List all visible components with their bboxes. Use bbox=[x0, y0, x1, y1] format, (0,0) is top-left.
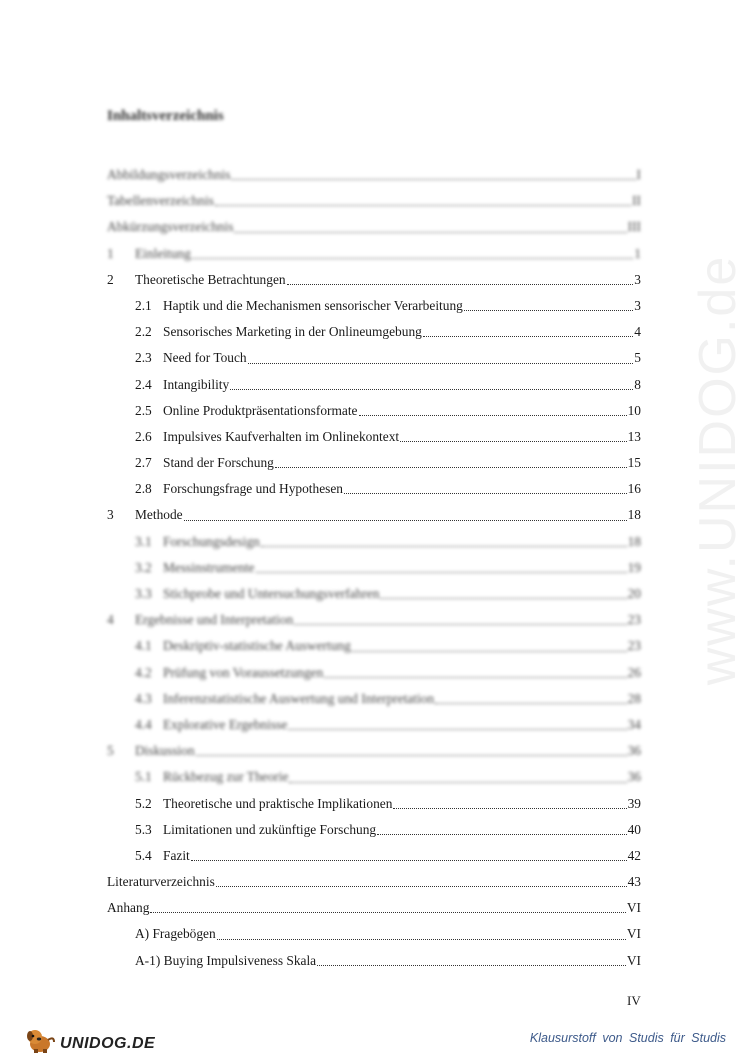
toc-entry-number: 1 bbox=[107, 245, 114, 261]
toc-entry-page: 18 bbox=[627, 533, 641, 549]
toc-dot-leader bbox=[359, 415, 627, 416]
toc-entry-title: Forschungsdesign bbox=[163, 533, 260, 549]
toc-entry-number: 2.3 bbox=[135, 350, 152, 366]
toc-entry-number: 4.2 bbox=[135, 664, 152, 680]
toc-entry-title: Explorative Ergebnisse bbox=[163, 716, 288, 732]
toc-entry[interactable] bbox=[107, 214, 641, 240]
toc-entry[interactable] bbox=[107, 738, 641, 764]
toc-entry-title: Rückbezug zur Theorie bbox=[163, 769, 289, 785]
toc-entry[interactable] bbox=[107, 581, 641, 607]
toc-entry[interactable] bbox=[107, 712, 641, 738]
toc-entry-number: 5 bbox=[107, 743, 114, 759]
toc-dot-leader bbox=[184, 520, 627, 521]
toc-entry-title: Forschungsfrage und Hypothesen bbox=[163, 481, 343, 497]
toc-entry[interactable] bbox=[107, 817, 641, 843]
toc-entry-number: 2.4 bbox=[135, 376, 152, 392]
toc-entry-page: 34 bbox=[627, 716, 641, 732]
toc-entry-title: Abbildungsverzeichnis bbox=[107, 167, 231, 182]
toc-entry[interactable] bbox=[107, 398, 641, 424]
toc-entry[interactable] bbox=[107, 948, 641, 974]
toc-entry[interactable] bbox=[107, 188, 641, 214]
toc-entry-page: 28 bbox=[627, 690, 641, 706]
toc-entry-page: III bbox=[627, 219, 641, 235]
toc-entry[interactable] bbox=[107, 607, 641, 633]
toc-entry-page: 15 bbox=[627, 455, 641, 471]
toc-entry[interactable] bbox=[107, 791, 641, 817]
toc-dot-leader bbox=[400, 441, 626, 442]
toc-entry-title: A-1) Buying Impulsiveness Skala bbox=[135, 952, 317, 968]
toc-entry[interactable] bbox=[107, 450, 641, 476]
toc-entry-title: Limitationen und zukünftige Forschung bbox=[163, 821, 377, 837]
footer-tagline: Klausurstoff von Studis für Studis bbox=[529, 1031, 726, 1045]
toc-entry[interactable] bbox=[107, 319, 641, 345]
toc-entry-title: Abkürzungsverzeichnis bbox=[107, 219, 234, 235]
toc-entry-number: 2.6 bbox=[135, 428, 152, 444]
toc-dot-leader bbox=[289, 782, 626, 783]
toc-dot-leader bbox=[344, 493, 627, 494]
toc-entry-page: 3 bbox=[634, 271, 641, 287]
toc-entry-page: 36 bbox=[627, 743, 641, 759]
toc-entry-page: 5 bbox=[634, 350, 641, 366]
toc-dot-leader bbox=[248, 363, 634, 364]
footer bbox=[0, 1018, 750, 1059]
toc-dot-leader bbox=[393, 808, 626, 809]
page-number: IV bbox=[627, 993, 641, 1008]
toc-dot-leader bbox=[377, 834, 627, 835]
toc-entry-number: 3.3 bbox=[135, 586, 152, 601]
toc-entry-title: Online Produktpräsentationsformate bbox=[163, 402, 358, 418]
toc-entry-title: Sensorisches Marketing in der Onlineumgebung bbox=[163, 324, 422, 340]
toc-entry[interactable] bbox=[107, 502, 641, 528]
toc-entry-number: 4 bbox=[107, 612, 114, 628]
toc-dot-leader bbox=[435, 703, 627, 704]
toc-entry-page: 26 bbox=[627, 664, 641, 680]
toc-entry-number: 5.2 bbox=[135, 795, 152, 811]
toc-entry[interactable] bbox=[107, 241, 641, 267]
toc-entry-title: Einleitung bbox=[135, 245, 191, 261]
dog-icon bbox=[26, 1028, 56, 1059]
toc-entry-title: Prüfung von Voraussetzungen bbox=[163, 664, 324, 680]
toc-entry-page: VI bbox=[626, 952, 641, 968]
toc-entry[interactable] bbox=[107, 476, 641, 502]
toc-entry-title: Theoretische Betrachtungen bbox=[135, 271, 286, 287]
toc-entry-number: 3.1 bbox=[135, 533, 152, 549]
toc-entry-page: 42 bbox=[627, 847, 641, 863]
toc-dot-leader bbox=[324, 677, 626, 678]
toc-entry-number: 4.1 bbox=[135, 638, 152, 654]
toc-entry[interactable] bbox=[107, 921, 641, 947]
toc-entry[interactable] bbox=[107, 162, 641, 188]
toc-entry[interactable] bbox=[107, 843, 641, 869]
toc-entry-page: 8 bbox=[634, 376, 641, 392]
toc-entry-page: 10 bbox=[627, 402, 641, 418]
toc-entry[interactable] bbox=[107, 555, 641, 581]
toc-entry-title: Stichprobe und Untersuchungsverfahren bbox=[163, 586, 380, 601]
toc-entry-page: 39 bbox=[627, 795, 641, 811]
toc-dot-leader bbox=[191, 860, 627, 861]
toc-dot-leader bbox=[352, 651, 627, 652]
toc-entry-page: 20 bbox=[627, 586, 641, 601]
toc-entry-title: Need for Touch bbox=[163, 350, 247, 366]
toc-entry-title: Anhang bbox=[107, 900, 150, 916]
toc-entry-page: II bbox=[632, 193, 641, 209]
toc-entry-page: 18 bbox=[627, 507, 641, 523]
toc-entry-number: 4.3 bbox=[135, 690, 152, 706]
toc-entry[interactable] bbox=[107, 869, 641, 895]
toc-dot-leader bbox=[234, 232, 626, 233]
toc-dot-leader bbox=[196, 755, 627, 756]
toc-entry[interactable] bbox=[107, 267, 641, 293]
toc-entry-number: 3.2 bbox=[135, 559, 152, 575]
toc-heading: Inhaltsverzeichnis bbox=[107, 108, 224, 124]
toc-dot-leader bbox=[192, 258, 634, 259]
toc-entry-title: A) Fragebögen bbox=[135, 926, 216, 942]
toc-entry-title: Stand der Forschung bbox=[163, 455, 274, 471]
toc-entry-number: 2.2 bbox=[135, 324, 152, 340]
toc-entry-title: Ergebnisse und Interpretation bbox=[135, 612, 294, 628]
toc-entry-page: 36 bbox=[627, 769, 641, 785]
toc-dot-leader bbox=[231, 179, 635, 180]
toc-entry-title: Inferenzstatistische Auswertung und Interpretation bbox=[163, 690, 435, 706]
toc-dot-leader bbox=[287, 284, 634, 285]
toc-entry[interactable] bbox=[107, 345, 641, 371]
toc-entry-page: 13 bbox=[627, 428, 641, 444]
toc-entry-number: 4.4 bbox=[135, 716, 152, 732]
toc-entry-page: 1 bbox=[634, 245, 641, 261]
toc-entry-page: 43 bbox=[627, 874, 641, 890]
toc-entry-title: Haptik und die Mechanismen sensorischer Verarbeitung bbox=[163, 297, 463, 313]
toc-entry-number: 5.4 bbox=[135, 847, 152, 863]
toc-entry[interactable] bbox=[107, 686, 641, 712]
toc-entry-page: 23 bbox=[627, 612, 641, 628]
toc-entry-page: 4 bbox=[634, 324, 641, 340]
toc-entry-page: 16 bbox=[627, 481, 641, 497]
toc-entry-page: 23 bbox=[627, 638, 641, 654]
toc-dot-leader bbox=[215, 205, 631, 206]
logo-text: UNIDOG.DE bbox=[60, 1034, 156, 1052]
toc-entry-page: 40 bbox=[627, 821, 641, 837]
toc-entry-number: 2.5 bbox=[135, 402, 152, 418]
toc-dot-leader bbox=[256, 572, 627, 573]
toc-entry-title: Messinstrumente bbox=[163, 559, 255, 575]
toc-dot-leader bbox=[423, 336, 633, 337]
toc-dot-leader bbox=[261, 546, 627, 547]
toc-entry-page: VI bbox=[626, 900, 641, 916]
toc-entry-page: 3 bbox=[634, 297, 641, 313]
toc-entry-number: 5.1 bbox=[135, 769, 152, 785]
toc-dot-leader bbox=[150, 912, 625, 913]
toc-dot-leader bbox=[380, 598, 626, 599]
toc-entry[interactable] bbox=[107, 424, 641, 450]
unidog-logo[interactable] bbox=[26, 1028, 155, 1059]
watermark: www.UNIDOG.de bbox=[689, 254, 747, 686]
toc-entry[interactable] bbox=[107, 529, 641, 555]
table-of-contents bbox=[107, 162, 641, 974]
toc-entry-number: 5.3 bbox=[135, 821, 152, 837]
toc-entry-page: VI bbox=[626, 926, 641, 942]
toc-entry-title: Fazit bbox=[163, 847, 190, 863]
toc-entry-title: Tabellenverzeichnis bbox=[107, 193, 214, 209]
toc-entry-page: I bbox=[636, 167, 641, 182]
toc-entry[interactable] bbox=[107, 633, 641, 659]
toc-entry[interactable] bbox=[107, 293, 641, 319]
toc-entry-title: Literaturverzeichnis bbox=[107, 874, 215, 890]
toc-entry-page: 19 bbox=[627, 559, 641, 575]
toc-dot-leader bbox=[294, 624, 626, 625]
toc-entry-number: 3 bbox=[107, 507, 114, 523]
toc-entry[interactable] bbox=[107, 372, 641, 398]
toc-entry[interactable] bbox=[107, 764, 641, 790]
toc-dot-leader bbox=[317, 965, 626, 966]
toc-entry-title: Impulsives Kaufverhalten im Onlinekontext bbox=[163, 428, 400, 444]
toc-entry-title: Diskussion bbox=[135, 743, 195, 759]
toc-entry[interactable] bbox=[107, 660, 641, 686]
toc-entry-number: 2.8 bbox=[135, 481, 152, 497]
toc-entry-title: Theoretische und praktische Implikationen bbox=[163, 795, 393, 811]
toc-entry-number: 2.7 bbox=[135, 455, 152, 471]
toc-dot-leader bbox=[288, 729, 626, 730]
toc-dot-leader bbox=[464, 310, 633, 311]
toc-dot-leader bbox=[275, 467, 627, 468]
toc-entry-number: 2 bbox=[107, 271, 114, 287]
toc-entry-title: Methode bbox=[135, 507, 183, 523]
toc-entry-number: 2.1 bbox=[135, 297, 152, 313]
toc-entry-title: Intangibility bbox=[163, 376, 230, 392]
toc-entry[interactable] bbox=[107, 895, 641, 921]
toc-dot-leader bbox=[216, 886, 627, 887]
toc-dot-leader bbox=[230, 389, 633, 390]
toc-entry-title: Deskriptiv-statistische Auswertung bbox=[163, 638, 351, 654]
toc-dot-leader bbox=[217, 939, 626, 940]
